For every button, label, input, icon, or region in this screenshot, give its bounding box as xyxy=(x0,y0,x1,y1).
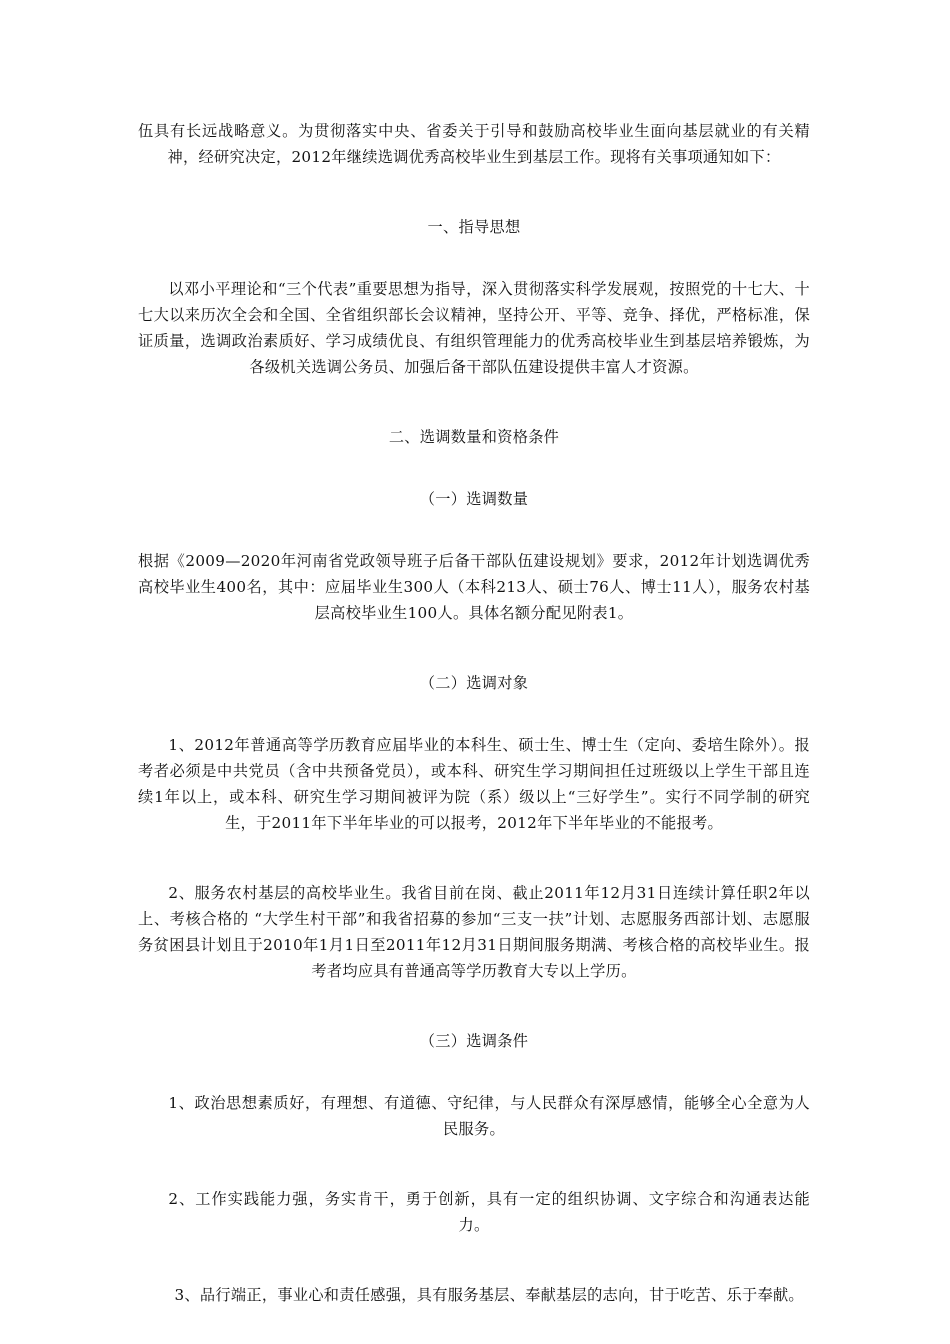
sub2-item1-paragraph: 1、2012年普通高等学历教育应届毕业的本科生、硕士生、博士生（定向、委培生除外）。报考者必须是中共党员（含中共预备党员），或本科、研究生学习期间担任过班级以上学生干部且连续1年以上，或本科、研究生学习期间被评为院（系）级以上“三好学生”。实行不同学制的研究生，于2011年下半年毕业的可以报考，2012年下半年毕业的不能报考。 xyxy=(138,736,810,832)
sub2-item2-paragraph: 2、服务农村基层的高校毕业生。我省目前在岗、截止2011年12月31日连续计算任职2年以上、考核合格的 “大学生村干部”和我省招募的参加“三支一扶”计划、志愿服务西部计划、志愿服务贫困县计划且于2010年1月1日至2011年12月31日期间服务期满、考核合格的高校毕业生。报考者均应具有普通高等学历教育大专以上学历。 xyxy=(138,884,810,980)
section1-paragraph: 以邓小平理论和“三个代表”重要思想为指导，深入贯彻落实科学发展观，按照党的十七大、十七大以来历次全会和全国、全省组织部长会议精神，坚持公开、平等、竞争、择优，严格标准，保证质量，选调政治素质好、学习成绩优良、有组织管理能力的优秀高校毕业生到基层培养锻炼，为各级机关选调公务员、加强后备干部队伍建设提供丰富人才资源。 xyxy=(138,280,810,376)
sub3-heading: （三）选调条件 xyxy=(419,1032,529,1050)
sub3-item3-paragraph: 3、品行端正，事业心和责任感强，具有服务基层、奉献基层的志向，甘于吃苦、乐于奉献。 xyxy=(174,1286,804,1304)
sub1-heading: （一）选调数量 xyxy=(419,490,529,508)
intro-paragraph: 伍具有长远战略意义。为贯彻落实中央、省委关于引导和鼓励高校毕业生面向基层就业的有关精神，经研究决定，2012年继续选调优秀高校毕业生到基层工作。现将有关事项通知如下： xyxy=(138,122,810,166)
sub3-item2-paragraph: 2、工作实践能力强，务实肯干，勇于创新，具有一定的组织协调、文字综合和沟通表达能力。 xyxy=(168,1190,810,1234)
section1-heading: 一、指导思想 xyxy=(427,218,521,236)
sub1-paragraph: 根据《2009—2020年河南省党政领导班子后备干部队伍建设规划》要求，2012年计划选调优秀高校毕业生400名，其中：应届毕业生300人（本科213人、硕士76人、博士11人），服务农村基层高校毕业生100人。具体名额分配见附表1。 xyxy=(138,552,810,622)
sub3-item1-paragraph: 1、政治思想素质好，有理想、有道德、守纪律，与人民群众有深厚感情，能够全心全意为人民服务。 xyxy=(168,1094,810,1138)
document-page xyxy=(138,118,810,1308)
section2-heading: 二、选调数量和资格条件 xyxy=(388,428,560,446)
sub2-heading: （二）选调对象 xyxy=(419,674,529,692)
